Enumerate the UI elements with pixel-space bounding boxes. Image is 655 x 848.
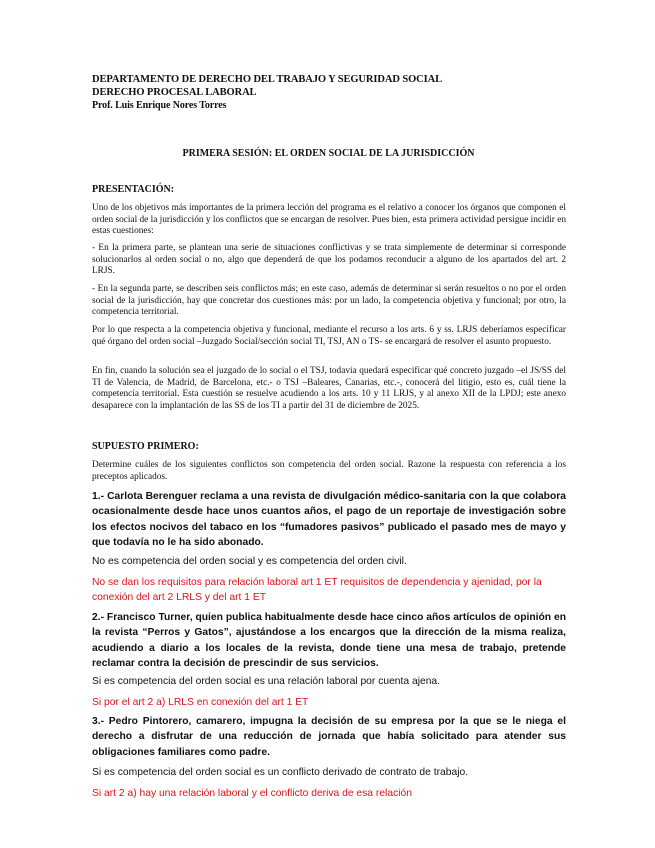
case-answer: No es competencia del orden social y es competencia del orden civil. [92,556,407,567]
presentacion-paragraph: - En la segunda parte, se describen seis conflictos más; en este caso, además de determinar si serán resueltos o no por el orden social de la jurisdicción, hay que concretar dos cuestiones más: por un lado, la competencia objetiva y funcional; por otro, la competencia territorial. [92,284,566,318]
case-correction: Si por el art 2 a) LRLS en conexión del art 1 ET [92,697,309,708]
supuesto-intro: Determine cuáles de los siguientes conflictos son competencia del orden social. Razone la respuesta con referencia a los preceptos aplicados. [92,460,566,482]
supuesto-heading-text: SUPUESTO PRIMERO: [92,441,199,452]
case-question: 3.- Pedro Pintorero, camarero, impugna la decisión de su empresa por la que se le niega el derecho a disfrutar de una reducción de jornada que había solicitado para atender sus obligaciones familiares como padre. [92,716,566,758]
presentacion-paragraph: Uno de los objetivos más importantes de la primera lección del programa es el relativo a conocer los órganos que componen el orden social de la jurisdicción y los conflictos que se encargan de resolver. Pues bien, esta primera actividad persigue incidir en estas cuestiones: [92,203,566,237]
presentacion-paragraph: Por lo que respecta a la competencia objetiva y funcional, mediante el recurso a los arts. 6 y ss. LRJS deberíamos especificar qué órgano del orden social –Juzgado Social/sección social TI, TSJ, AN o TS- se encargará de resolver el asunto propuesto. [92,325,566,347]
professor-name: Prof. Luis Enrique Nores Torres [92,100,227,111]
presentacion-heading: PRESENTACIÓN: [92,184,175,195]
case-correction: No se dan los requisitos para relación laboral art 1 ET requisitos de dependencia y ajenidad, por la conexión del art 2 LRLS y del art 1 ET [92,577,542,603]
department-heading: DEPARTAMENTO DE DERECHO DEL TRABAJO Y SEGURIDAD SOCIAL [92,74,443,85]
case-question: 2.- Francisco Turner, quien publica habitualmente desde hace cinco años artículos de opinión en la revista “Perros y Gatos”, ajustándose a los encargos que la dirección de la misma realiza, acudiendo a diario a los locales de la revista, donde tiene una mesa de trabajo, pretende reclamar contra la decisión de prescindir de sus servicios. [92,612,566,669]
presentacion-paragraph: - En la primera parte, se plantean una serie de situaciones conflictivas y se trata simplemente de determinar si corresponde solucionarlos al orden social o no, algo que dependerá de que los podamos reconducir a alguno de los apartados del art. 2 LRJS. [92,243,566,277]
case-answer: Si es competencia del orden social es un conflicto derivado de contrato de trabajo. [92,767,469,778]
page-title: PRIMERA SESIÓN: EL ORDEN SOCIAL DE LA JURISDICCIÓN [182,148,475,159]
course-heading: DERECHO PROCESAL LABORAL [92,87,257,98]
case-correction: Si art 2 a) hay una relación laboral y el conflicto deriva de esa relación [92,788,412,799]
supuesto-heading [92,441,199,452]
presentacion-paragraph: En fin, cuando la solución sea el juzgado de lo social o el TSJ, todavía quedará especificar qué concreto juzgado –el JS/SS del TI de Valencia, de Madrid, de Barcelona, etc.- o TSJ –Baleares, Canarias, etc.-, conocerá del litigio, esto es, cuál tiene la competencia territorial. Esta cuestión se resuelve acudiendo a los arts. 10 y 11 LRJS, y al anexo XII de la LPDJ; este anexo desaparece con la implantación de las SS de los TI a partir del 31 de diciembre de 2025. [92,366,566,411]
case-answer: Si es competencia del orden social es una relación laboral por cuenta ajena. [92,676,441,687]
case-question: 1.- Carlota Berenguer reclama a una revista de divulgación médico-sanitaria con la que colabora ocasionalmente desde hace unos cuantos años, el pago de un reportaje de investigación sobre los efectos nocivos del tabaco en los “fumadores pasivos” publicado el pasado mes de mayo y que todavía no le ha sido abonado. [92,491,566,548]
